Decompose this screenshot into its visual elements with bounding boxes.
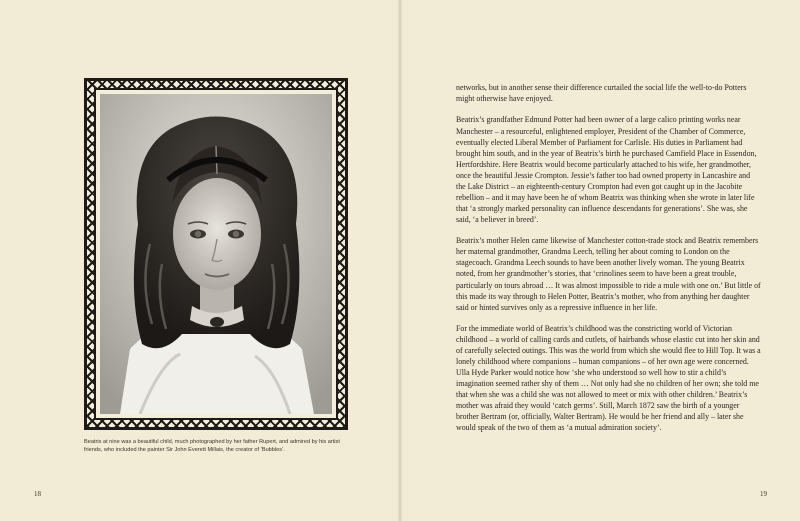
page-number-left: 18 [34,490,41,498]
right-page [400,0,800,521]
paragraph-1: networks, but in another sense their difference curtailed the social life the well-to-do Potters might otherwise have enjoyed. [456,83,747,104]
body-text [456,82,761,444]
paragraph-3: Beatrix’s mother Helen came likewise of Manchester cotton-trade stock and Beatrix remembers her maternal grandmother, Grandma Leech, telling her about coming to London on the stagecoach. Grandma Leech sounds to have been another lively woman. The young Beatrix noted, from her grandmother’s stories, that ‘crinolines seem to have been a great trouble, particularly on tours abroad … It was almost impossible to ride a mule with one on.’ But little of this made its way through to Helen Potter, Beatrix’s mother, who from anything her daughter said or hinted survives only as a repressive influence in her life. [456,236,761,312]
photo-caption: Beatrix at nine was a beautiful child, much photographed by her father Rupert, and admired by his artist friends, who included the painter Sir John Everett Millais, the creator of ‘Bubbles’. [84,439,340,453]
portrait-photo [100,94,332,414]
paragraph-4: For the immediate world of Beatrix’s childhood was the constricting world of Victorian childhood – a world of calling cards and cutlets, of hairbands whose elastic cut into her skin and of carefully selected outings. This was the world from which she would flee to Hill Top. It was a lonely childhood where companions – human companions – of her own age were concerned. Ulla Hyde Parker would notice how ‘she who understood so well how to stir a child’s imagination seemed rather shy of them … Not only had she no children of her own; she told me that when she was a child she was not allowed to meet or mix with other children.’ Beatrix’s mother was afraid they would ‘catch germs’. Still, March 1872 saw the birth of a younger brother Bertram (or, officially, Walter Bertram). He would be her friend and ally – later she would speak of the two of them as ‘a mutual admiration society’. [456,324,761,433]
paragraph-2: Beatrix’s grandfather Edmund Potter had been owner of a large calico printing works near Manchester – a resourceful, enlightened employer, President of the Chamber of Commerce, eventually elected Liberal Member of Parliament for Carlisle. His duties in Parliament had brought him south, and in the year of Beatrix’s birth he purchased Camfield Place in Essendon, Hertfordshire. Here Beatrix would become particularly attached to his wife, her grandmother, once the beautiful Jessie Crompton. Jessie’s father too had owned property in Lancashire and the Lake District – an eighteenth-century Crompton had even got caught up in the Jacobite rebellion – and it may have been he of whom Beatrix was thinking when she wrote in later life that ‘a strongly marked personality can influence descendants for generations’. She was, she said, ‘a believer in breed’. [456,115,757,224]
page-number-right: 19 [760,490,767,498]
portrait-photo-image [100,94,332,414]
ornamental-photo-frame [84,78,348,430]
